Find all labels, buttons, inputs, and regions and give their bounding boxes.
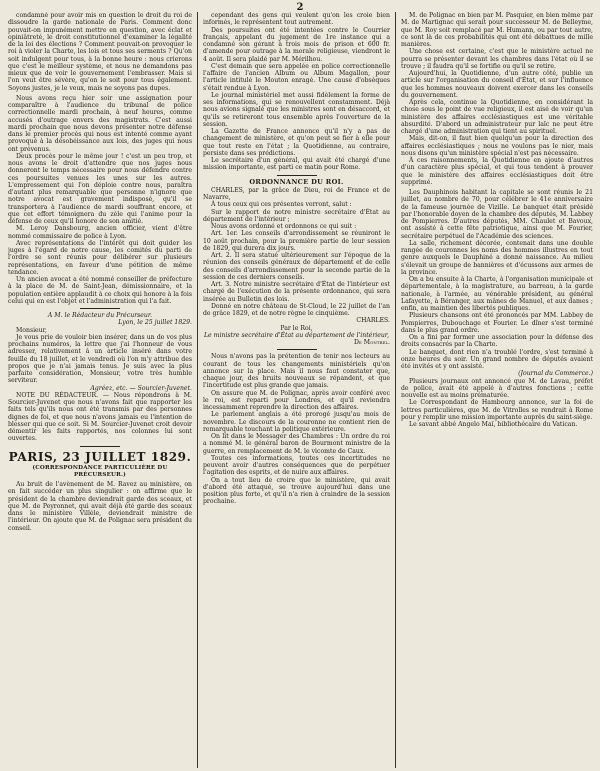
source-attribution: (Journal du Commerce.) (518, 370, 593, 378)
ordinance-minister-name: De Montbel. (354, 339, 390, 346)
ordinance-article: Art. 1er. Les conseils d'arrondissement se réuniront le 10 août prochain, pour la première partie de leur session de 1829, qui durera dix jours. (203, 230, 390, 252)
paragraph: Je vous prie de vouloir bien insérer, dans un de vos plus prochains numéros, la lettre que j'ai l'honneur de vous adresser, relativement à un article inséré dans votre feuille du 18 juillet, et le vendredi où l'on m'y attribue des propos que je n'ai jamais tenus. Je suis avec la plus parfaite considération, Monsieur, votre très humble serviteur. (8, 333, 192, 385)
letter-salutation: Monsieur, (16, 326, 47, 334)
paragraph: Un ancien avocat a été nommé conseiller de préfecture à la place de M. de Saint-Jean, démissionnaire, et la population entière applaudit à ce choix qui honore à la fois celui qui en est l'objet et l'administration qui l'a fait. (8, 276, 192, 305)
paragraph: Mais, dit-on, il faut bien quelqu'un pour la direction des affaires ecclésiastiques ; nous ne voulons pas le nier, mais nous disons qu'un ministère spécial n'est pas nécessaire. (401, 135, 593, 157)
ordinance-minister-title: Le ministre secrétaire d'État au département de l'intérieur, (203, 331, 390, 339)
section-subheading: (CORRESPONDANCE PARTICULIÈRE DU PRÉCURSEUR.) (32, 464, 168, 478)
letter-heading: A M. le Rédacteur du Précurseur. (47, 312, 153, 319)
column-middle (203, 12, 390, 768)
separator-rule (80, 446, 120, 447)
ordinance-intro: CHARLES, par la grâce de Dieu, roi de France et de Navarre, (203, 186, 390, 201)
column-rule-left (197, 12, 198, 768)
paragraph: On a tout lieu de croire que le ministère, qui avait d'abord été attaqué, se trouve aujourd'hui dans une position plus forte, et qu'il n'a rien à craindre de la session prochaine. (203, 476, 390, 506)
paragraph: Nous avons reçu hier soir une assignation pour comparaître à l'audience du tribunal de police correctionnelle mardi prochain, à neuf heures, comme accusés d'outrage envers des magistrats. C'est aussi mardi prochain que nous devons présenter notre défense dans le premier procès qui nous est intenté comme ayant provoqué à la désobéissance aux lois, des juges qui nous ont prévenus. (8, 94, 192, 153)
paragraph: Le secrétaire d'un général, qui avait été chargé d'une mission importante, est parti ce matin pour Rome. (203, 157, 390, 172)
ordinance-signature: CHARLES. (356, 317, 390, 325)
paragraph: Le parlement anglais a été prorogé jusqu'au mois de novembre. Le discours de la couronne ne contient rien de remarquable touchant la politique extérieure. (203, 411, 390, 433)
paragraph: On lit dans le Messager des Chambres : Un ordre du roi a nommé M. le général baron de Bourmont ministre de la guerre, en remplacement de M. le vicomte de Caux. (203, 433, 390, 455)
paragraph: Deux procès pour le même jour ! c'est un peu trop, et nous avons le droit d'attendre que nos juges nous donneront le temps nécessaire pour nous défendre contre ces poursuites venues les unes sur les autres. L'empressement qui l'on déploie contre nous, paraîtra d'autant plus remarquable que personne n'ignore que notre avocat est gravement indisposé, qu'il se transportera à l'audience de mardi souffrant encore, et que cet effort témoignera du zèle qui l'anime pour la défense de ceux qu'il honore de son amitié. (8, 152, 192, 225)
paragraph: Avec représentations de l'intérêt qui doit guider les juges à l'égard de notre cause, les comités du parti de l'ordre se sont réunis pour délibérer sur plusieurs représentations, en faveur d'une pétition de même tendance. (8, 239, 192, 276)
letter-signature: Agréez, etc. — Sourcier-Juvenet. (90, 384, 192, 392)
paragraph: Au bruit de l'avènement de M. Ravez au ministère, on en fait succéder un plus singulier : on affirme que le président de la chambre deviendrait garde des sceaux, et que M. de Peyronnet, qui avait déjà été garde des sceaux dans le ministère Villèle, deviendrait ministre de l'intérieur. On ajoute que M. de Polignac sera président du conseil. (8, 481, 192, 532)
ordinance-heading: ORDONNANCE DU ROI. (249, 177, 344, 186)
separator-rule (80, 308, 120, 309)
paragraph: La salle, richement décorée, contenait dans une double rangée de couronnes les noms des hommes illustres en tout genre auxquels le Dauphiné a donné naissance. Au milieu s'élevait un groupe de bannières et d'écussons aux armes de la province. (401, 239, 593, 276)
paragraph: Plusieurs chansons ont été prononcés par MM. Labbey de Pompierres, Dubouchage et Fourier. Le dîner s'est terminé dans le plus grand ordre. (401, 312, 593, 334)
paragraph: Une chose est certaine, c'est que le ministère actuel ne pourra se présenter devant les chambres dans l'état où il se trouve ; il faudra qu'il se fortifie ou qu'il se retire. (401, 48, 593, 70)
paragraph: À ces raisonnements, la Quotidienne en ajoute d'autres d'un caractère plus spécial, et qui tous tendent à prouver que le ministère des affaires ecclésiastiques doit être supprimé. (401, 157, 593, 186)
paragraph: Le banquet, dont rien n'a troublé l'ordre, s'est terminé à onze heures du soir. Un grand nombre de députés avaient été invités et y ont assisté. (401, 348, 593, 370)
section-heading-paris: PARIS, 23 JUILLET 1829. (8, 449, 192, 464)
ordinance-line: À tous ceux qui ces présentes verront, salut : (211, 201, 352, 209)
page-number: 2 (296, 2, 304, 13)
paragraph: Aujourd'hui, la Quotidienne, d'un autre côté, publie un article sur l'organisation du conseil d'État, et sur l'influence que les hommes nouveaux doivent exercer dans les conseils du gouvernement. (401, 70, 593, 99)
column-right (401, 12, 593, 768)
separator-rule (277, 175, 317, 176)
paragraph: On a bu ensuite à la Charte, à l'organisation municipale et départementale, à la magistrature, au barreau, à la garde nationale, à l'armée, au vénérable président, au général Lafayette, à Béranger, aux mânes de Manuel, et aux dames ; enfin, au maintien des libertés publiques. (401, 276, 593, 312)
paragraph: On assure que M. de Polignac, après avoir conféré avec le roi, est reparti pour Londres, et qu'il reviendra incessamment reprendre la direction des affaires. (203, 389, 390, 411)
paragraph: Des poursuites ont été intentées contre le Courrier français, appelant du jugement de 1re instance qui a condamné son gérant à trois mois de prison et 600 fr. d'amende pour outrage à la morale religieuse, viendront le 4 août. Il sera plaidé par M. Mérilhou. (203, 26, 390, 63)
paragraph: La Gazette de France annonce qu'il n'y a pas de changement de ministère, et qu'on peut se fier à elle pour que tout reste en l'état ; la Quotidienne, au contraire, persiste dans ses prédictions. (203, 128, 390, 157)
paragraph: Le savant abbé Angelo Maï, bibliothécaire du Vatican. (409, 421, 578, 428)
separator-rule (277, 349, 317, 350)
letter-place-date: Lyon, le 25 juillet 1829. (118, 319, 192, 327)
paragraph: Nous n'avons pas la prétention de tenir nos lecteurs au courant de tous les changements ministériels qu'on annonce sur la place. Mais il nous faut constater que, chaque jour, des bruits nouveaux se répandent, et que l'incertitude est plus grande que jamais. (203, 353, 390, 390)
paragraph: Après cela, continue la Quotidienne, en considérant la chose sous le point de vue religieux, il est aisé de voir qu'un ministère des affaires ecclésiastiques est une véritable absurdité. D'abord un administrateur pur laïc ne peut être chargé d'une administration qui tient au spirituel. (401, 99, 593, 135)
ordinance-article: Art. 2. Il sera statué ultérieurement sur l'époque de la réunion des conseils généraux de département et de celle des conseils d'arrondissement pour la seconde partie de la session de ces derniers conseils. (203, 252, 390, 281)
ordinance-date: Donné en notre château de St-Cloud, le 22 juillet de l'an de grâce 1829, et de notre règne le cinquième. (203, 302, 390, 317)
paragraph: Le Correspondant de Hambourg annonce, sur la foi de lettres particulières, que M. de Vitrolles se rendrait à Rome pour y remplir une mission importante auprès du saint-siège. (401, 399, 593, 421)
column-rule-right (395, 12, 396, 768)
ordinance-line: Sur le rapport de notre ministre secrétaire d'État au département de l'intérieur ; (203, 208, 390, 223)
paragraph: Plusieurs journaux ont annoncé que M. de Lavau, préfet de police, avait été appelé à d'autres fonctions ; cette nouvelle est au moins prématurée. (401, 377, 593, 399)
ordinance-countersign: Par le Roi, (280, 324, 313, 332)
paragraph: condamné pour avoir mis en question le droit du roi de dissoudre la garde nationale de Paris. Comment donc pouvait-on impunément mettre en question, avec éclat et opiniâtreté, le droit constitutionnel d'examiner la légalité de la loi des élections ? Comment pouvait-on provoquer le roi à violer la Charte, les lois et tous ses serments ? Qu'on soit indulgent pour tous, à la bonne heure : nous crierons que c'est le meilleur système, et nous ne demandons pas mieux que de voir le gouvernement l'embrasser. Mais si l'on veut être sévère, qu'on le soit pour tous également. Soyons justes, je le veux, mais ne soyons pas dupes. (8, 12, 192, 92)
paragraph: On a fini par former une association pour la défense des droits consacrés par la Charte. (401, 334, 593, 349)
paragraph: C'est demain que sera appelée en police correctionnelle l'affaire de l'ancien Album ou Album Magallon, pour l'article intitulé le Mouton enragé. Une cause d'obsèques s'était rendue à Lyon. (203, 62, 390, 92)
ordinance-article: Art. 3. Notre ministre secrétaire d'État de l'intérieur est chargé de l'exécution de la présente ordonnance, qui sera insérée au Bulletin des lois. (203, 281, 390, 303)
paragraph: M. de Polignac en bien par M. Pasquier, en bien même par M. de Martignac qui serait pour successeur M. de Belleyme, que M. Roy soit remplacé par M. Humann, ou par tout autre, ce sont là de ces probabilités qui ont été débattues de mille manières. (401, 12, 593, 48)
paragraph: Toutes ces informations, toutes ces incertitudes ne peuvent avoir d'autres conséquences que de perpétuer l'agitation des esprits, et de nuire aux affaires. (203, 454, 390, 477)
paragraph: Le journal ministériel met aussi fidèlement la forme de ses informations, qui se renouvellent constamment. Déjà nous avions signalé que les ministres sont en désaccord, et qu'ils se retireront tous ensemble après l'ouverture de la session. (203, 91, 390, 128)
paragraph: M. Leroy Dansbourg, ancien officier, vient d'être nommé commissaire de police à Lyon. (8, 225, 192, 240)
paragraph: NOTE DU RÉDACTEUR. — Nous répondrons à M. Sourcier-Juvenet que nous n'avons fait que rapporter les faits tels qu'ils nous ont été transmis par des personnes dignes de foi, et que nous n'avons jamais eu l'intention de blesser qui que ce soit. Si M. Sourcier-Juvenet croit devoir démentir les faits rapportés, nos colonnes lui sont ouvertes. (8, 391, 192, 443)
ordinance-line: Nous avons ordonné et ordonnons ce qui suit : (211, 223, 357, 230)
column-left (8, 12, 192, 768)
paragraph: Les Dauphinois habitant la capitale se sont réunis le 21 juillet, au nombre de 70, pour célébrer le 41e anniversaire de la fameuse journée de Vizille. Le banquet était présidé par l'honorable doyen de la chambre des députés, M. Labbey de Pompierres. D'autres députés, MM. Chaulet et Bavoux, ont assisté à cette fête patriotique, ainsi que M. Fourier, secrétaire perpétuel de l'Académie des sciences. (401, 189, 593, 240)
paragraph: cependant des gens qui veulent qu'on les croie bien informés, le représentent tout autrement. (203, 12, 390, 27)
